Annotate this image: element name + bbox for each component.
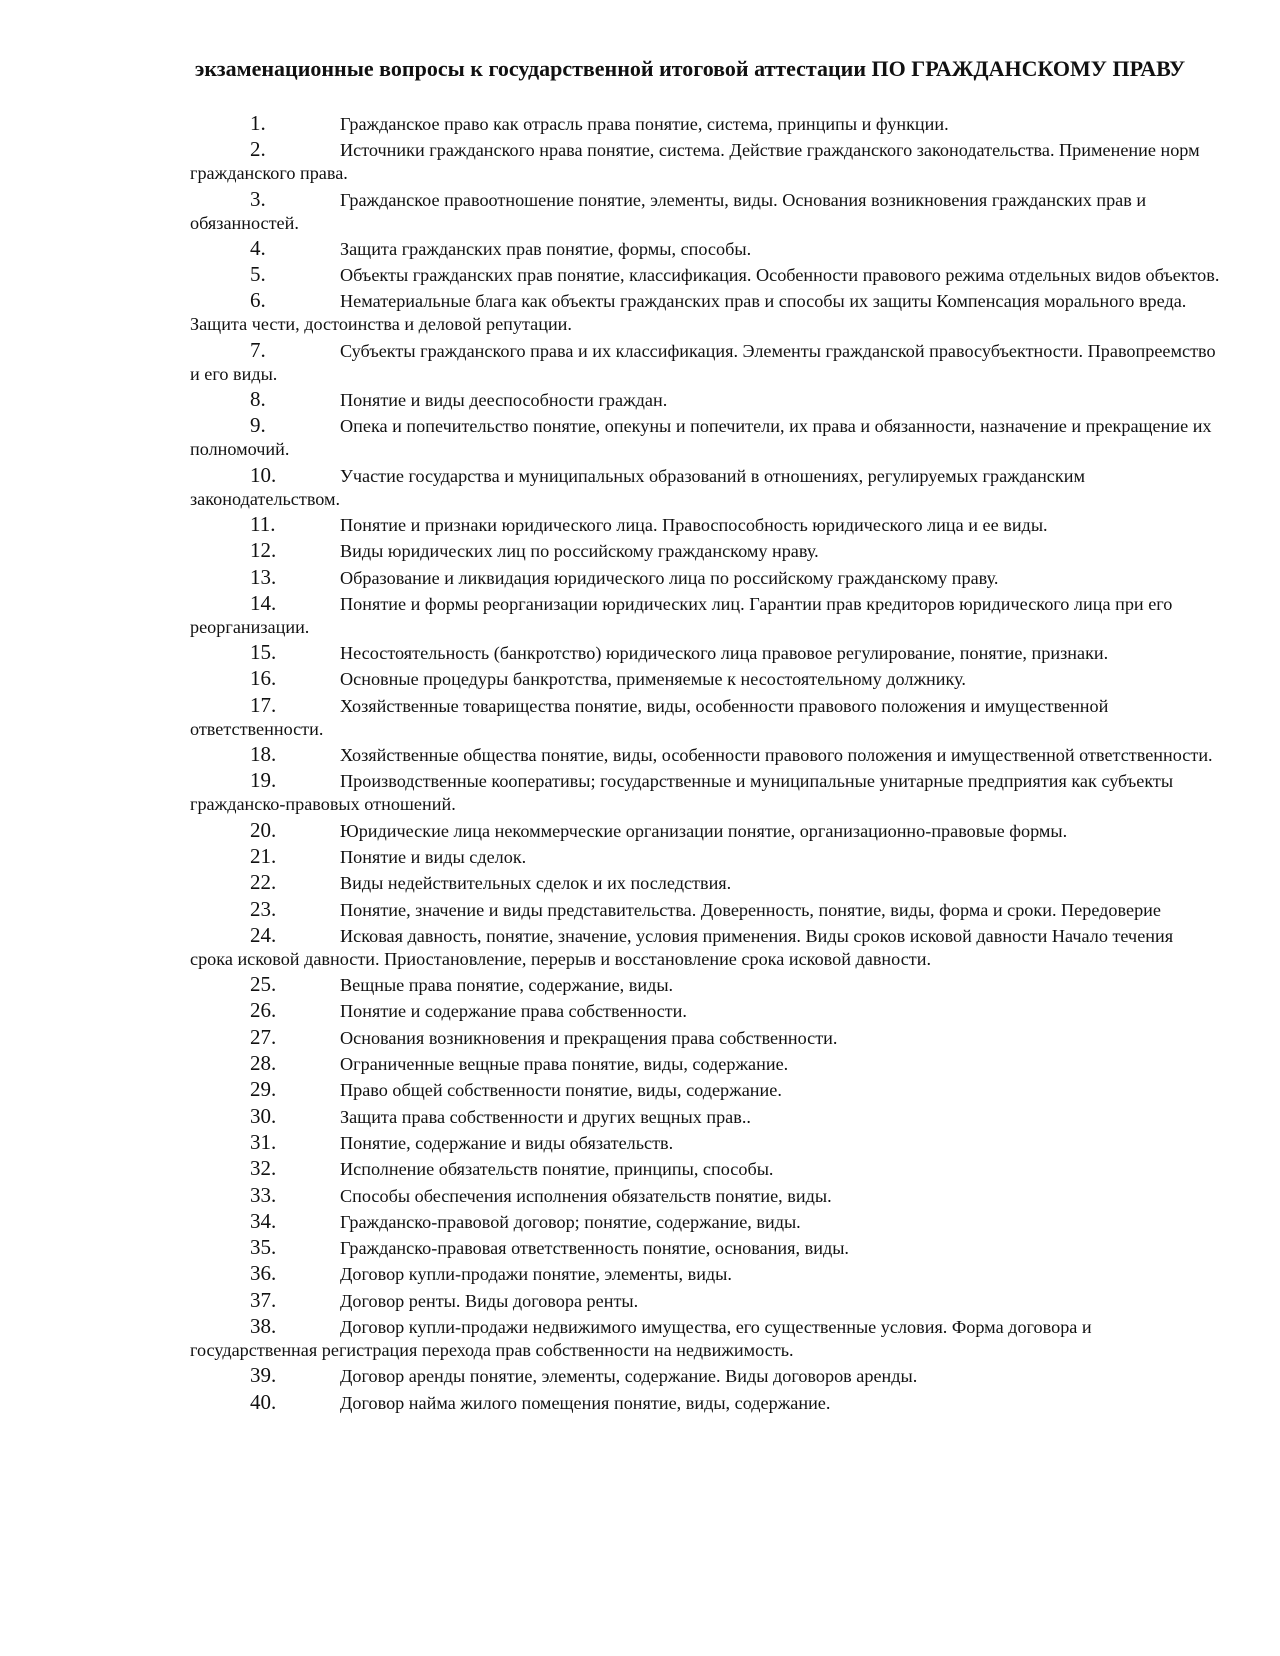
question-text: Понятие, содержание и виды обязательств. (340, 1132, 674, 1153)
question-item (190, 898, 1220, 922)
question-number: 15. (250, 640, 277, 665)
question-text: Договор купли-продажи понятие, элементы, виды. (340, 1264, 732, 1285)
question-number: 33. (250, 1182, 277, 1207)
question-text: Виды юридических лиц по российскому гражданскому нраву. (340, 541, 819, 562)
question-text: Производственные кооперативы; государственные и муниципальные унитарные предприятия как субъекты гражданско-правовых отношений. (190, 771, 1174, 815)
question-item (190, 566, 1220, 590)
question-text: Гражданское правоотношение понятие, элементы, виды. Основания возникновения гражданских прав и обязанностей. (190, 189, 1147, 233)
question-item (190, 1210, 1220, 1234)
question-number: 22. (250, 870, 277, 895)
question-text: Право общей собственности понятие, виды, содержание. (340, 1080, 782, 1101)
question-text: Хозяйственные общества понятие, виды, особенности правового положения и имущественной ответственности. (340, 745, 1213, 766)
question-number: 20. (250, 817, 277, 842)
question-number: 23. (250, 896, 277, 921)
question-number: 7. (250, 337, 266, 362)
question-text: Исковая давность, понятие, значение, условия применения. Виды сроков исковой давности Начало течения срока исковой давности. Приостановление, перерыв и восстановление срока исковой давности. (190, 925, 1174, 969)
question-number: 13. (250, 564, 277, 589)
question-text: Договор ренты. Виды договора ренты. (340, 1290, 639, 1311)
question-text: Понятие и формы реорганизации юридических лиц. Гарантии прав кредиторов юридического лица при его реорганизации. (190, 593, 1173, 637)
question-item (190, 1105, 1220, 1129)
question-number: 4. (250, 235, 266, 260)
question-item (190, 1289, 1220, 1313)
question-item (190, 871, 1220, 895)
question-number: 28. (250, 1051, 277, 1076)
question-number: 32. (250, 1156, 277, 1181)
question-text: Понятие и виды дееспособности граждан. (340, 390, 668, 411)
question-number: 17. (250, 692, 277, 717)
question-number: 8. (250, 387, 266, 412)
question-text: Образование и ликвидация юридического лица по российскому гражданскому праву. (340, 567, 999, 588)
question-item (190, 414, 1220, 461)
question-item (190, 769, 1220, 816)
question-item (190, 1078, 1220, 1102)
question-text: Основания возникновения и прекращения права собственности. (340, 1027, 838, 1048)
question-text: Объекты гражданских прав понятие, классификация. Особенности правового режима отдельных видов объектов. (340, 265, 1220, 286)
question-item (190, 539, 1220, 563)
question-text: Участие государства и муниципальных образований в отношениях, регулируемых гражданским законодательством. (190, 465, 1085, 509)
question-number: 5. (250, 262, 266, 287)
question-number: 36. (250, 1261, 277, 1286)
question-text: Основные процедуры банкротства, применяемые к несостоятельному должнику. (340, 669, 966, 690)
question-item (190, 263, 1220, 287)
question-item (190, 1315, 1220, 1362)
question-text: Гражданское право как отрасль права понятие, система, принципы и функции. (340, 114, 949, 134)
question-item (190, 819, 1220, 843)
question-item (190, 641, 1220, 665)
question-item (190, 1131, 1220, 1155)
question-text: Понятие и содержание права собственности. (340, 1001, 687, 1022)
question-number: 10. (250, 462, 277, 487)
question-item (190, 592, 1220, 639)
question-text: Договор найма жилого помещения понятие, виды, содержание. (340, 1392, 831, 1413)
question-number: 26. (250, 998, 277, 1023)
question-text: Нематериальные блага как объекты гражданских прав и способы их защиты Компенсация морального вреда. Защита чести, достоинства и деловой репутации. (190, 291, 1187, 335)
question-item (190, 1391, 1220, 1415)
question-text: Опека и попечительство понятие, опекуны и попечители, их права и обязанности, назначение и прекращение их полномочий. (190, 416, 1212, 460)
question-list (190, 112, 1220, 1417)
question-number: 2. (250, 137, 266, 162)
question-number: 18. (250, 742, 277, 767)
question-text: Гражданско-правовой договор; понятие, содержание, виды. (340, 1211, 801, 1232)
question-number: 16. (250, 666, 277, 691)
question-text: Защита права собственности и других вещных прав.. (340, 1106, 751, 1127)
question-number: 31. (250, 1129, 277, 1154)
question-text: Договор купли-продажи недвижимого имущества, его существенные условия. Форма договора и государственная регистрация перехода прав собственности на недвижимость. (190, 1316, 1092, 1360)
question-text: Субъекты гражданского права и их классификация. Элементы гражданской правосубъектности. Правопреемство и его виды. (190, 340, 1216, 384)
question-item (190, 694, 1220, 741)
question-text: Способы обеспечения исполнения обязательств понятие, виды. (340, 1185, 832, 1206)
question-item (190, 188, 1220, 235)
question-item (190, 289, 1220, 336)
question-item (190, 388, 1220, 412)
question-text: Юридические лица некоммерческие организации понятие, организационно-правовые формы. (340, 820, 1068, 841)
question-item (190, 999, 1220, 1023)
question-item (190, 138, 1220, 185)
question-number: 14. (250, 590, 277, 615)
question-item (190, 1364, 1220, 1388)
question-item (190, 339, 1220, 386)
question-number: 1. (250, 111, 266, 135)
question-number: 25. (250, 972, 277, 997)
question-number: 29. (250, 1077, 277, 1102)
question-text: Исполнение обязательств понятие, принципы, способы. (340, 1159, 774, 1180)
question-item (190, 464, 1220, 511)
question-text: Понятие, значение и виды представительства. Доверенность, понятие, виды, форма и сроки. Передоверие (340, 899, 1161, 920)
question-number: 9. (250, 413, 266, 438)
question-item (190, 1157, 1220, 1181)
question-number: 39. (250, 1363, 277, 1388)
question-number: 38. (250, 1313, 277, 1338)
question-item (190, 1052, 1220, 1076)
question-text: Источники гражданского нрава понятие, система. Действие гражданского законодательства. Применение норм гражданского права. (190, 140, 1200, 184)
question-item (190, 513, 1220, 537)
question-text: Хозяйственные товарищества понятие, виды, особенности правового положения и имущественной ответственности. (190, 695, 1109, 739)
question-number: 35. (250, 1235, 277, 1260)
question-number: 12. (250, 538, 277, 563)
question-text: Вещные права понятие, содержание, виды. (340, 975, 674, 996)
question-number: 6. (250, 288, 266, 313)
question-number: 37. (250, 1287, 277, 1312)
question-item (190, 845, 1220, 869)
document-title: экзаменационные вопросы к государственной итоговой аттестации ПО ГРАЖДАНСКОМУ ПРАВУ (194, 56, 1186, 81)
question-text: Ограниченные вещные права понятие, виды, содержание. (340, 1054, 789, 1075)
question-item (190, 237, 1220, 261)
question-text: Защита гражданских прав понятие, формы, способы. (340, 238, 752, 259)
question-text: Гражданско-правовая ответственность понятие, основания, виды. (340, 1238, 849, 1259)
question-number: 3. (250, 186, 266, 211)
question-number: 34. (250, 1208, 277, 1233)
question-text: Виды недействительных сделок и их последствия. (340, 873, 732, 894)
question-number: 11. (250, 511, 276, 536)
question-text: Несостоятельность (банкротство) юридического лица правовое регулирование, понятие, признаки. (340, 643, 1109, 664)
question-item (190, 1184, 1220, 1208)
question-text: Понятие и признаки юридического лица. Правоспособность юридического лица и ее виды. (340, 514, 1048, 535)
question-number: 27. (250, 1024, 277, 1049)
question-item (190, 1262, 1220, 1286)
question-number: 24. (250, 922, 277, 947)
question-item (190, 1236, 1220, 1260)
question-item (190, 1026, 1220, 1050)
question-item (190, 973, 1220, 997)
question-item (190, 924, 1220, 971)
question-number: 21. (250, 843, 277, 868)
question-item (190, 112, 1220, 136)
question-text: Договор аренды понятие, элементы, содержание. Виды договоров аренды. (340, 1366, 918, 1387)
question-text: Понятие и виды сделок. (340, 846, 527, 867)
question-item (190, 667, 1220, 691)
question-number: 40. (250, 1389, 277, 1414)
question-item (190, 743, 1220, 767)
question-number: 19. (250, 768, 277, 793)
question-number: 30. (250, 1103, 277, 1128)
